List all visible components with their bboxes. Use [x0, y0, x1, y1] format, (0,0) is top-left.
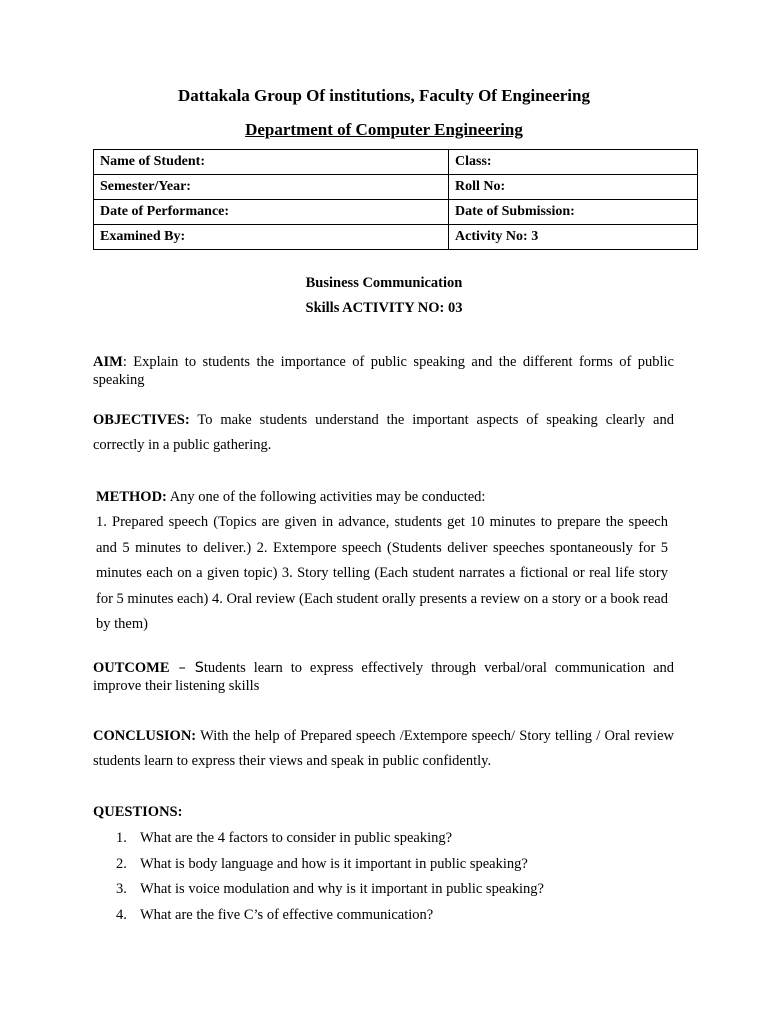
objectives-paragraph: [93, 408, 674, 458]
list-item-number: 2.: [116, 855, 127, 872]
list-item-text: What is voice modulation and why is it important in public speaking?: [140, 881, 544, 897]
table-cell: Date of Submission:: [449, 200, 698, 225]
table-cell: Date of Performance:: [94, 200, 449, 225]
department-title: Department of Computer Engineering: [245, 120, 523, 139]
questions-list: [116, 826, 544, 928]
table-cell: Examined By:: [94, 225, 449, 250]
outcome-label: OUTCOME: [93, 660, 170, 676]
conclusion-paragraph: [93, 724, 674, 774]
method-body: 1. Prepared speech (Topics are given in advance, students get 10 minutes to prepare the speech and 5 minutes to deliver.) 2. Extempore speech (Students deliver speeches spontaneously for 5 minutes each on a given topic) 3. Story telling (Each student narrates a fictional or real life story for 5 minutes each) 4. Oral review (Each student orally presents a review on a story or a book read by them): [96, 514, 668, 632]
table-cell: Class:: [449, 150, 698, 175]
list-item-number: 3.: [116, 881, 127, 897]
table-cell: Name of Student:: [94, 150, 449, 175]
method-intro: Any one of the following activities may be conducted:: [166, 489, 486, 505]
student-info-table: [93, 149, 698, 250]
method-heading: [96, 485, 668, 511]
table-cell: Activity No: 3: [449, 225, 698, 250]
list-item-number: 1.: [116, 830, 127, 846]
questions-heading: QUESTIONS:: [93, 804, 183, 820]
list-item-text: What is body language and how is it important in public speaking?: [140, 855, 528, 872]
outcome-first-letter: S: [194, 660, 204, 676]
conclusion-text: With the help of Prepared speech /Extempore speech/ Story telling / Oral review students learn to express their views and speak in public confidently.: [93, 728, 674, 769]
method-label: METHOD:: [96, 489, 167, 505]
institution-title: Dattakala Group Of institutions, Faculty Of Engineering: [178, 86, 590, 105]
outcome-dash: –: [169, 660, 195, 676]
aim-paragraph: [93, 353, 674, 389]
outcome-paragraph: [93, 659, 674, 695]
table-row: [94, 200, 698, 225]
table-cell: Roll No:: [449, 175, 698, 200]
activity-title-line2: Skills ACTIVITY NO: 03: [305, 300, 463, 316]
list-item-text: What are the 4 factors to consider in public speaking?: [140, 830, 453, 846]
table-cell: Semester/Year:: [94, 175, 449, 200]
list-item-number: 4.: [116, 906, 127, 923]
list-item: [116, 826, 544, 852]
table-row: [94, 225, 698, 250]
list-item: [116, 877, 544, 903]
conclusion-label: CONCLUSION:: [93, 728, 197, 744]
objectives-text: To make students understand the important aspects of speaking clearly and correctly in a public gathering.: [93, 412, 674, 453]
table-row: [94, 175, 698, 200]
list-item-text: What are the five C’s of effective communication?: [140, 906, 434, 923]
aim-text: : Explain to students the importance of public speaking and the different forms of public speaking: [93, 354, 674, 388]
aim-label: AIM: [93, 354, 123, 370]
table-row: [94, 150, 698, 175]
activity-title-line1: Business Communication: [305, 275, 463, 291]
list-item: [116, 903, 544, 929]
objectives-label: OBJECTIVES:: [93, 412, 190, 428]
outcome-text: tudents learn to express effectively through verbal/oral communication and improve their listening skills: [93, 660, 675, 694]
list-item: [116, 852, 544, 878]
